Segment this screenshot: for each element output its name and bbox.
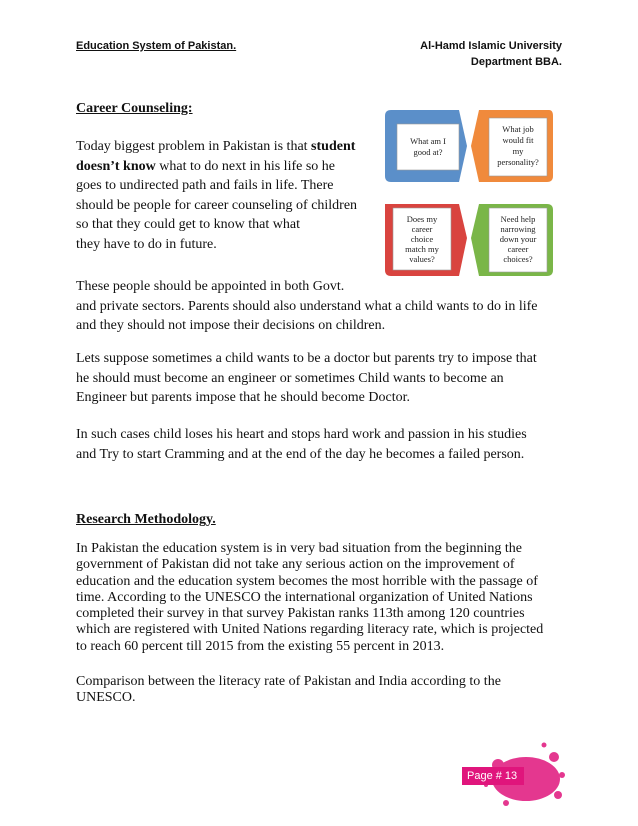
text-line: and they should not impose their decisions on children. bbox=[76, 318, 386, 333]
diagram-text: career bbox=[411, 224, 433, 234]
text-line: he should must become an engineer or sometimes Child wants to become an bbox=[76, 370, 504, 386]
diagram-text: personality? bbox=[497, 157, 539, 167]
diagram-text: What am I bbox=[410, 136, 446, 146]
diagram-text: good at? bbox=[413, 147, 443, 157]
text-line: time. According to the UNESCO the international organization of United Nations bbox=[76, 589, 533, 605]
text-line: In Pakistan the education system is in very bad situation from the beginning the bbox=[76, 541, 522, 556]
text-line: These people should be appointed in both Govt. bbox=[76, 279, 345, 294]
diagram-text: would fit bbox=[502, 135, 534, 145]
career-bold: student bbox=[311, 139, 356, 154]
career-para2 bbox=[76, 277, 538, 336]
diagram-text: choice bbox=[410, 234, 434, 244]
career-line: they have to do in future. bbox=[76, 236, 217, 252]
page-number-badge: Page # 13 bbox=[462, 767, 524, 785]
header-department: Department BBA. bbox=[470, 56, 562, 68]
text-line: to reach 60 percent till 2015 from the existing 55 percent in 2013. bbox=[76, 638, 445, 654]
diagram-text: values? bbox=[409, 254, 435, 264]
text-line: which are registered with United Nations regarding literacy rate, which is projected bbox=[76, 622, 544, 638]
career-para1 bbox=[76, 137, 357, 254]
diagram-text: Does my bbox=[406, 214, 438, 224]
text-line: completed their survey in that survey Pakistan ranks 113th among 120 countries bbox=[76, 606, 525, 622]
diagram-text: What job bbox=[502, 124, 534, 134]
text-line: government of Pakistan did not take any serious action on the improvement of bbox=[76, 557, 515, 573]
text-line: Lets suppose sometimes a child wants to be a doctor but parents try to impose that bbox=[76, 351, 537, 366]
career-questions-diagram bbox=[383, 108, 555, 278]
text-line: Comparison between the literacy rate of Pakistan and India according to the bbox=[76, 674, 501, 689]
text-line: In such cases child loses his heart and stops hard work and passion in his studies bbox=[76, 427, 527, 442]
diagram-text: match my bbox=[405, 244, 439, 254]
text-line: Engineer but parents impose that he should become Doctor. bbox=[76, 390, 410, 405]
header-title: Education System of Pakistan. bbox=[76, 40, 237, 52]
diagram-text: choices? bbox=[503, 254, 533, 264]
text-line: and Try to start Cramming and at the end of the day he becomes a failed person. bbox=[76, 446, 525, 462]
research-methodology-heading: Research Methodology. bbox=[76, 512, 216, 527]
career-line: should be people for career counseling of children bbox=[76, 197, 358, 213]
text-line: education and the education system becomes the most horrible with the passage of bbox=[76, 573, 538, 589]
career-line: what to do next in his life so he bbox=[155, 158, 336, 174]
career-line: so that they could get to know that what bbox=[76, 217, 300, 232]
research-para1 bbox=[76, 541, 543, 655]
text-line: and private sectors. Parents should also understand what a child wants to do in life bbox=[76, 298, 538, 314]
diagram-text: narrowing bbox=[500, 224, 536, 234]
career-counseling-heading: Career Counseling: bbox=[76, 101, 193, 116]
diagram-text: my bbox=[512, 146, 524, 156]
header-university: Al-Hamd Islamic University bbox=[420, 40, 562, 52]
diagram-text: career bbox=[507, 244, 529, 254]
career-bold: doesn’t know bbox=[76, 158, 156, 174]
text-line: UNESCO. bbox=[76, 690, 136, 706]
career-line: Today biggest problem in Pakistan is that bbox=[76, 139, 312, 154]
research-para2 bbox=[76, 674, 501, 707]
career-para3 bbox=[76, 349, 537, 408]
career-para4 bbox=[76, 425, 527, 464]
career-line: goes to undirected path and fails in life. There bbox=[76, 178, 334, 193]
diagram-text: down your bbox=[499, 234, 537, 244]
diagram-text: Need help bbox=[500, 214, 536, 224]
